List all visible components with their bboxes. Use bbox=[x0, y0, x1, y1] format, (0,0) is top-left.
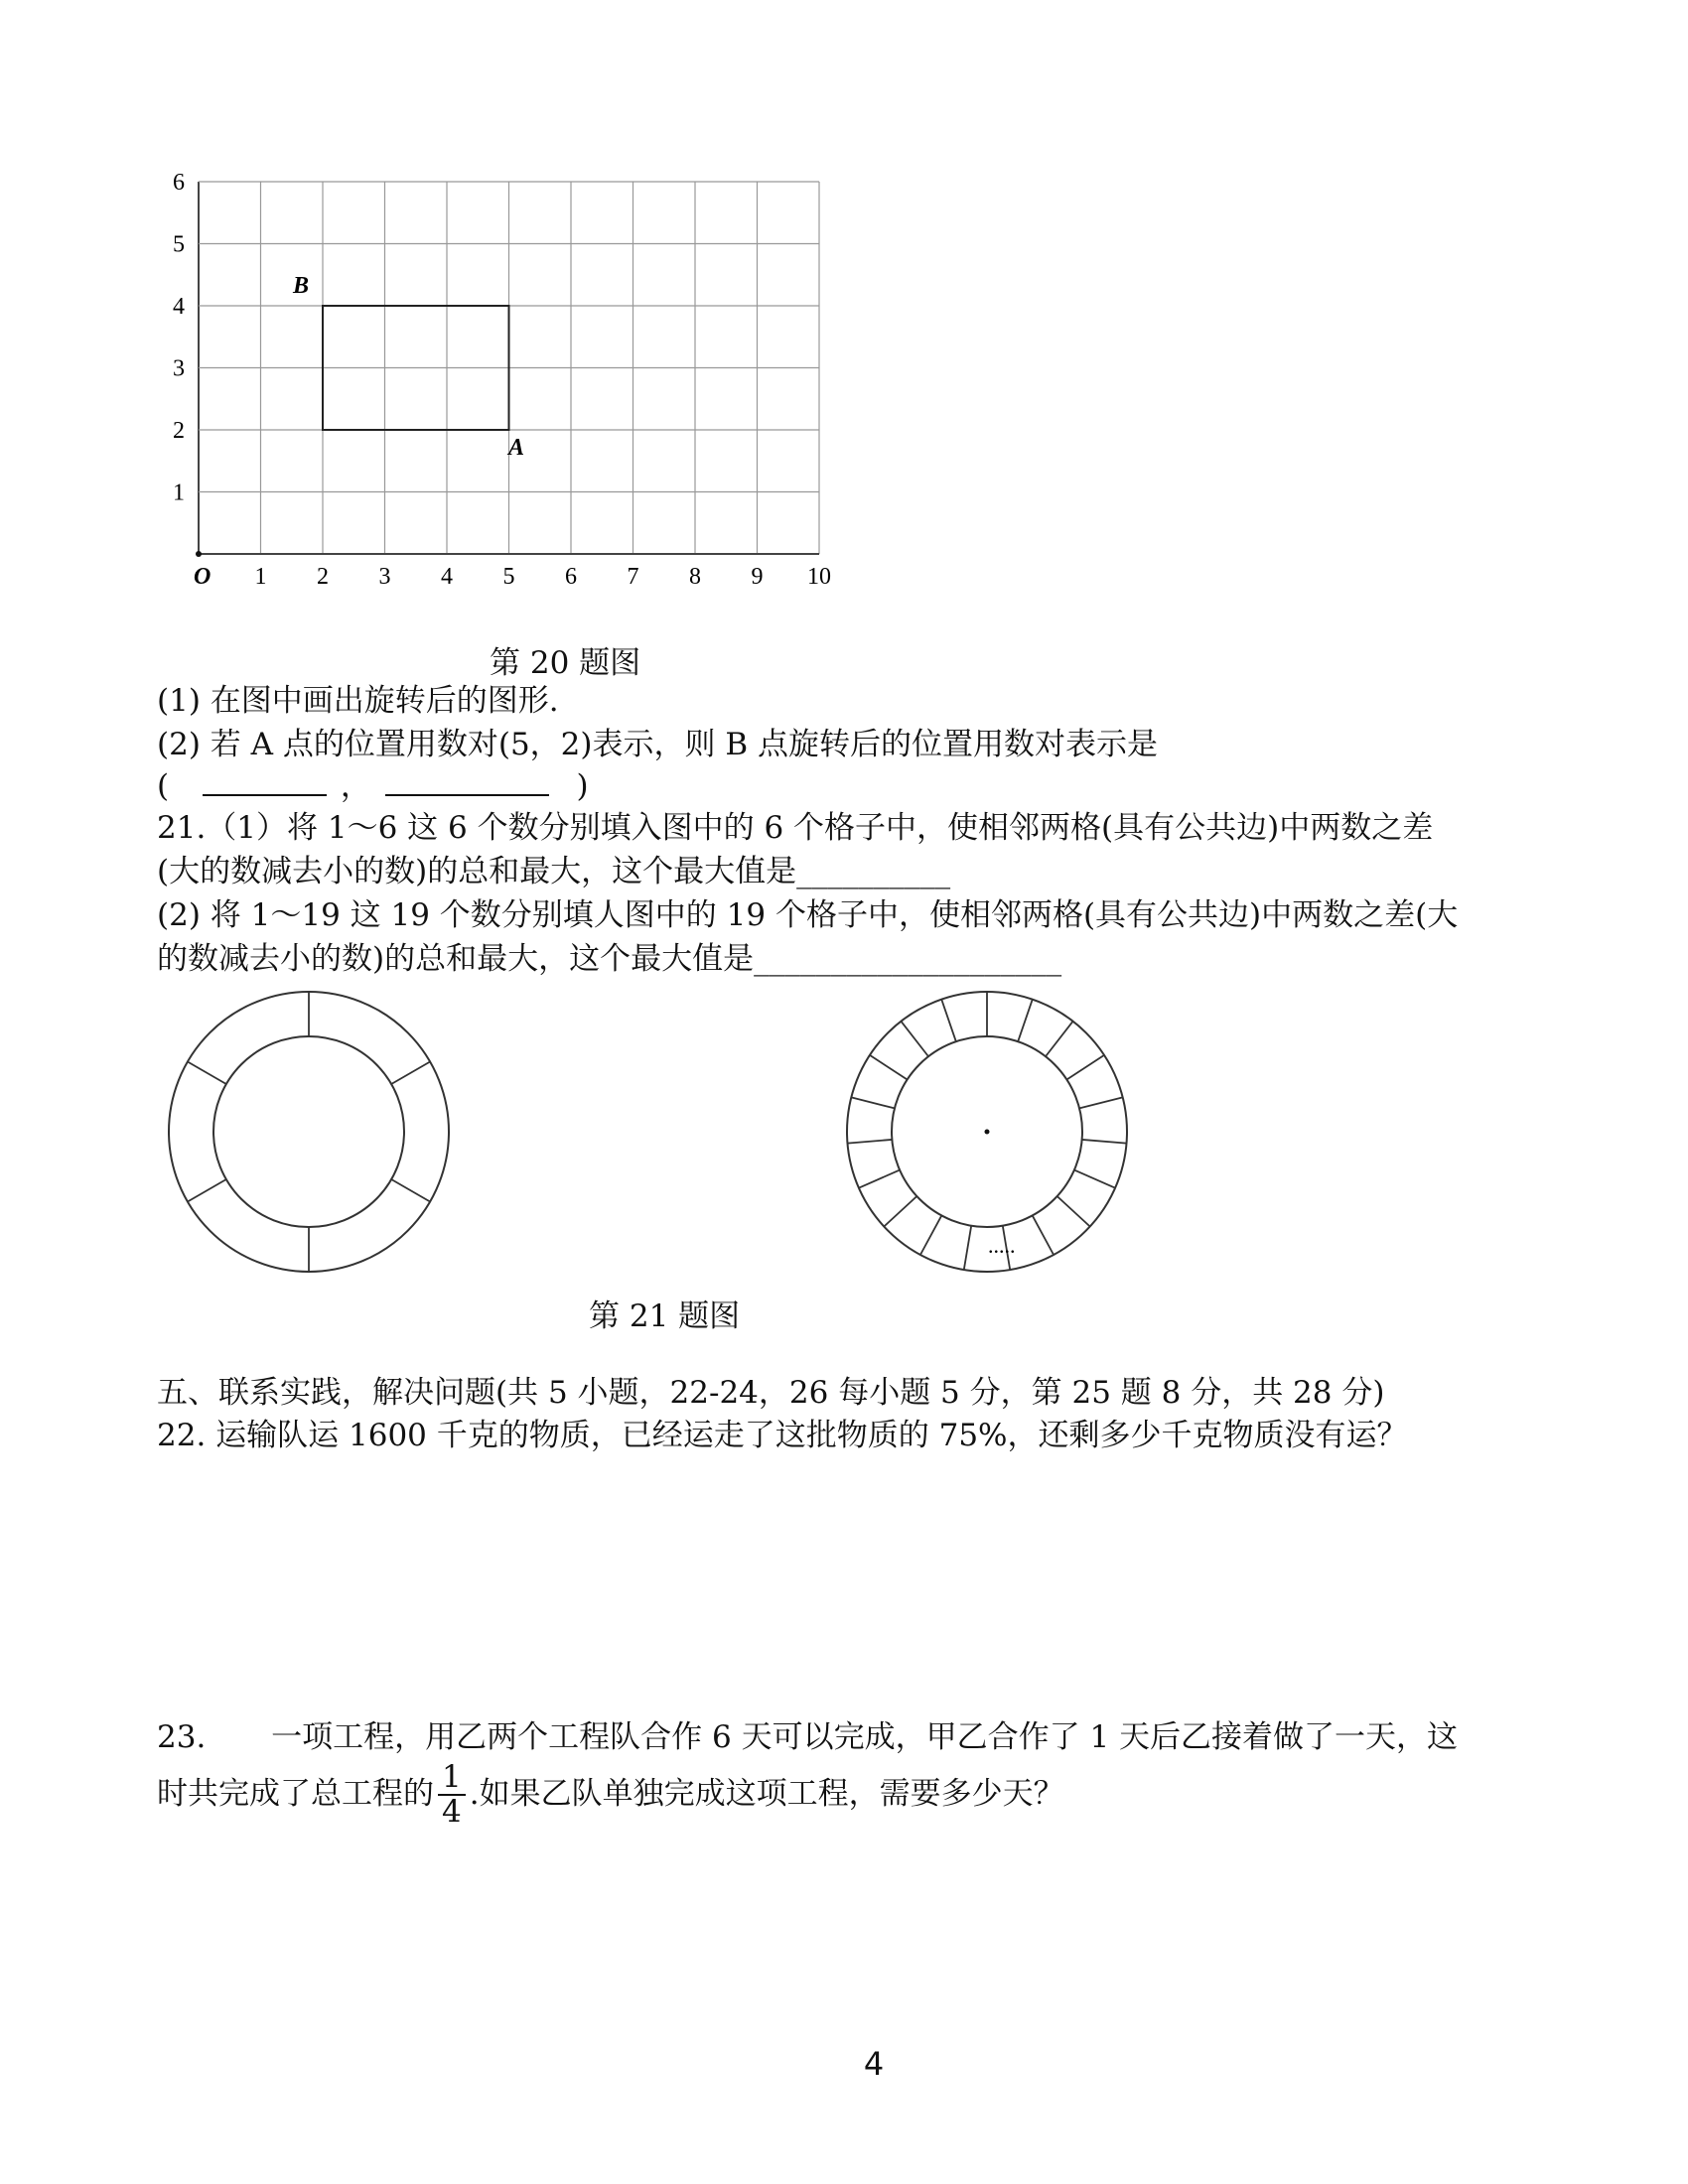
x-tick-label: 10 bbox=[807, 564, 831, 590]
q21-line2: (大的数减去小的数)的总和最大，这个最大值是__________ bbox=[157, 854, 951, 889]
ring-inner-circle bbox=[213, 1036, 404, 1227]
ring-cell-divider bbox=[1033, 1215, 1054, 1255]
q21-line1: 21.（1）将 1～6 这 6 个数分别填入图中的 6 个格子中，使相邻两格(具有公共边)中两数之差 bbox=[157, 810, 1434, 846]
x-tick-label: 2 bbox=[317, 564, 329, 590]
q23-text-1: 一项工程，用乙两个工程队合作 6 天可以完成，甲乙合作了 1 天后乙接着做了一天，这 bbox=[271, 1719, 1459, 1755]
q20-answer-line bbox=[157, 766, 589, 805]
x-tick-label: 4 bbox=[441, 564, 453, 590]
origin-dot bbox=[196, 551, 202, 557]
x-tick-label: 6 bbox=[565, 564, 577, 590]
point-b-label: B bbox=[293, 273, 310, 299]
figure-21-rings bbox=[0, 983, 1291, 1281]
q23-line2 bbox=[157, 1761, 1064, 1828]
figure-20-grid bbox=[139, 159, 1033, 596]
y-tick-label: 3 bbox=[173, 355, 185, 382]
q23-line1 bbox=[157, 1719, 1458, 1756]
ring-6-cells bbox=[169, 992, 449, 1272]
ring-cell-divider bbox=[1046, 1022, 1073, 1057]
page-number: 4 bbox=[863, 2045, 885, 2083]
q21-line3: (2) 将 1～19 这 19 个数分别填人图中的 19 个格子中，使相邻两格(具有公共边)中两数之差(大 bbox=[157, 897, 1459, 933]
x-tick-label: 5 bbox=[502, 564, 515, 590]
q22-text: 22. 运输队运 1600 千克的物质，已经运走了这批物质的 75%，还剩多少千克物质没有运？ bbox=[157, 1418, 1408, 1453]
y-tick-label: 6 bbox=[173, 170, 185, 196]
ring-cell-divider bbox=[1057, 1196, 1090, 1226]
x-tick-label: 8 bbox=[689, 564, 701, 590]
ring-cell-divider bbox=[964, 1226, 971, 1270]
origin-label: O bbox=[194, 564, 211, 590]
ring-cell-divider bbox=[847, 1140, 892, 1144]
ring2-ellipsis: ..... bbox=[988, 1233, 1016, 1258]
y-axis-labels bbox=[173, 170, 185, 506]
q23-text-2a: 时共完成了总工程的 bbox=[157, 1775, 434, 1812]
ring-cell-divider bbox=[901, 1022, 928, 1057]
q20-part2: (2) 若 A 点的位置用数对(5，2)表示，则 B 点旋转后的位置用数对表示是 bbox=[157, 727, 1158, 762]
ring-cell-divider bbox=[188, 1062, 226, 1085]
ring-cell-divider bbox=[941, 1000, 956, 1042]
ring-cell-divider bbox=[870, 1055, 908, 1080]
answer-blank-2[interactable] bbox=[385, 766, 549, 796]
ring-cell-divider bbox=[920, 1215, 941, 1255]
point-a-label: A bbox=[508, 435, 525, 461]
q23-number: 23. bbox=[157, 1719, 207, 1755]
ring-cell-divider bbox=[884, 1196, 916, 1226]
ring2-center-dot bbox=[985, 1130, 990, 1135]
ring-cell-divider bbox=[188, 1179, 226, 1202]
section-5-heading: 五、联系实践，解决问题(共 5 小题，22-24，26 每小题 5 分，第 25 题 8 分，共 28 分) bbox=[157, 1375, 1385, 1411]
answer-close-paren: ) bbox=[576, 768, 589, 804]
y-tick-label: 1 bbox=[173, 479, 185, 506]
x-tick-label: 9 bbox=[751, 564, 764, 590]
x-axis-labels bbox=[255, 564, 832, 590]
ring-cell-divider bbox=[391, 1179, 430, 1202]
ring-cell-divider bbox=[1082, 1140, 1127, 1144]
q20-part1: (1) 在图中画出旋转后的图形. bbox=[157, 683, 559, 719]
y-tick-label: 2 bbox=[173, 418, 185, 444]
answer-open-paren: ( bbox=[157, 768, 170, 804]
x-tick-label: 1 bbox=[254, 564, 267, 590]
ring-cell-divider bbox=[391, 1062, 430, 1085]
q23-text-2b: .如果乙队单独完成这项工程，需要多少天？ bbox=[469, 1775, 1064, 1812]
figure-20-caption: 第 20 题图 bbox=[490, 645, 641, 681]
ring-cell-divider bbox=[859, 1170, 900, 1188]
answer-blank-1[interactable] bbox=[203, 766, 327, 796]
x-tick-label: 7 bbox=[627, 564, 639, 590]
ring-cell-divider bbox=[851, 1097, 895, 1108]
fraction-one-quarter: $\frac{1}{4}$ bbox=[438, 1761, 466, 1828]
q21-line4: 的数减去小的数)的总和最大，这个最大值是____________________ bbox=[157, 941, 1062, 977]
y-tick-label: 4 bbox=[173, 294, 185, 320]
ring-cell-divider bbox=[1079, 1097, 1123, 1108]
ring-cell-divider bbox=[1018, 1000, 1033, 1042]
answer-comma: ， bbox=[340, 768, 371, 804]
ring-cell-divider bbox=[1066, 1055, 1104, 1080]
x-tick-label: 3 bbox=[378, 564, 391, 590]
figure-21-caption: 第 21 题图 bbox=[589, 1298, 741, 1334]
y-tick-label: 5 bbox=[173, 231, 185, 258]
ring-cell-divider bbox=[1074, 1170, 1115, 1188]
